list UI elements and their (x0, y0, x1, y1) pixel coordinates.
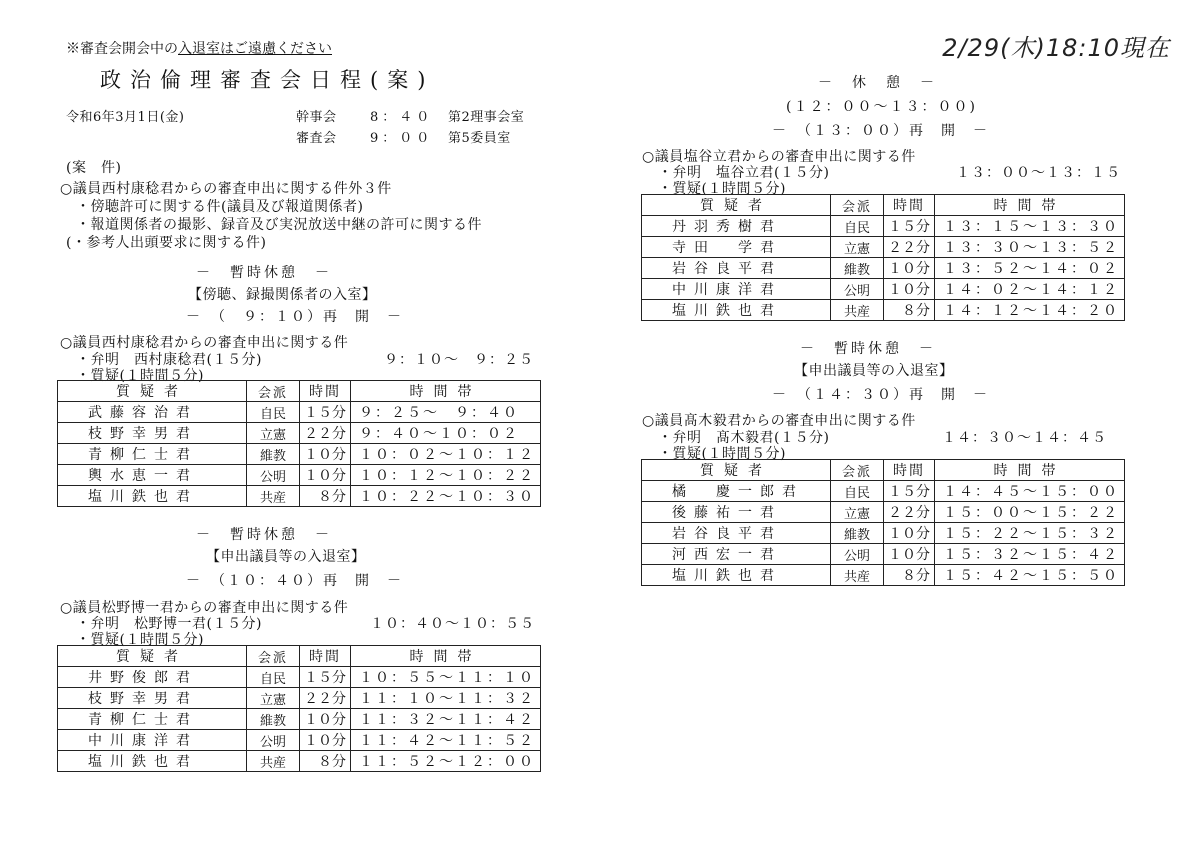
row-slot: １５：４２～１５：５０ (935, 565, 1125, 586)
statement-time: １４：３０～１４：４５ (942, 430, 1107, 446)
agenda-heading: (案 件) (66, 160, 122, 176)
table-row (58, 465, 541, 486)
row-name: 枝野幸男君 (58, 688, 247, 709)
table-row (642, 502, 1125, 523)
row-duration: １０分 (884, 523, 935, 544)
table-row (642, 565, 1125, 586)
row-faction: 立憲 (247, 688, 300, 709)
meeting-2-time: 9：００ (370, 131, 434, 146)
row-name: 中川康洋君 (58, 730, 247, 751)
table-row (642, 237, 1125, 258)
meeting-1-time: 8：４０ (370, 110, 434, 125)
case-title: ○議員塩谷立君からの審査申出に関する件 (642, 149, 916, 165)
table-row (58, 730, 541, 751)
row-slot: １０：２２～１０：３０ (351, 486, 541, 507)
row-faction: 維教 (247, 444, 300, 465)
row-duration: ２２分 (884, 237, 935, 258)
meeting-2-name: 審査会 (296, 131, 337, 146)
statement-time: １０：４０～１０：５５ (370, 616, 535, 632)
header-slot: 時間帯 (935, 195, 1125, 216)
row-slot: １５：００～１５：２２ (935, 502, 1125, 523)
row-name: 武藤容治君 (58, 402, 247, 423)
row-duration: ２２分 (300, 423, 351, 444)
header-questioner: 質疑者 (642, 195, 831, 216)
row-duration: ８分 (884, 565, 935, 586)
handwritten-timestamp: 2/29(木)18:10現在 (942, 34, 1170, 62)
resume-label: － （ ９：１０）再 開 － (186, 309, 403, 325)
entry-label: 【傍聴、録撮関係者の入室】 (188, 287, 377, 303)
case-title: ○議員西村康稔君からの審査申出に関する件 (60, 335, 349, 351)
header-duration: 時間 (884, 460, 935, 481)
row-faction: 公明 (831, 544, 884, 565)
table-header-row (58, 646, 541, 667)
row-name: 塩川鉄也君 (58, 486, 247, 507)
table-row (642, 523, 1125, 544)
table-row (58, 402, 541, 423)
row-name: 岩谷良平君 (642, 523, 831, 544)
row-slot: １４：０２～１４：１２ (935, 279, 1125, 300)
row-duration: １０分 (300, 709, 351, 730)
meeting-date: 令和6年3月1日(金) (66, 110, 185, 125)
row-faction: 立憲 (247, 423, 300, 444)
row-duration: １５分 (300, 402, 351, 423)
row-faction: 自民 (247, 402, 300, 423)
header-questioner: 質疑者 (58, 381, 247, 402)
recess-label: － 暫時休憩 － (196, 527, 332, 543)
page-title: 政治倫理審査会日程(案) (100, 68, 435, 92)
resume-label: － （１３：００）再 開 － (772, 123, 989, 139)
schedule-table (641, 194, 1125, 321)
recess-label: － 暫時休憩 － (196, 265, 332, 281)
row-name: 青柳仁士君 (58, 444, 247, 465)
qa-line: ・質疑(１時間５分) (76, 368, 204, 384)
break-time: (１２：００～１３：００) (786, 99, 977, 115)
row-faction: 維教 (247, 709, 300, 730)
table-row (58, 667, 541, 688)
row-slot: １５：３２～１５：４２ (935, 544, 1125, 565)
table-header-row (58, 381, 541, 402)
header-slot: 時間帯 (935, 460, 1125, 481)
row-duration: １０分 (884, 544, 935, 565)
agenda-item: (・参考人出頭要求に関する件) (66, 235, 267, 251)
row-slot: １４：１２～１４：２０ (935, 300, 1125, 321)
row-name: 塩川鉄也君 (58, 751, 247, 772)
row-name: 岩谷良平君 (642, 258, 831, 279)
row-slot: １３：５２～１４：０２ (935, 258, 1125, 279)
header-questioner: 質疑者 (642, 460, 831, 481)
resume-label: － （１０：４０）再 開 － (186, 573, 403, 589)
row-name: 河西宏一君 (642, 544, 831, 565)
header-duration: 時間 (300, 381, 351, 402)
row-name: 橘 慶一郎君 (642, 481, 831, 502)
row-slot: ９：２５～ ９：４０ (351, 402, 541, 423)
header-duration: 時間 (884, 195, 935, 216)
row-slot: １３：３０～１３：５２ (935, 237, 1125, 258)
qa-line: ・質疑(１時間５分) (658, 446, 786, 462)
statement-time: １３：００～１３：１５ (956, 165, 1121, 181)
agenda-item: ・傍聴許可に関する件(議員及び報道関係者) (76, 199, 364, 215)
statement-time: ９：１０～ ９：２５ (384, 352, 534, 368)
agenda-item: ・報道関係者の撮影、録音及び実況放送中継の許可に関する件 (76, 217, 482, 233)
row-faction: 立憲 (831, 237, 884, 258)
row-name: 青柳仁士君 (58, 709, 247, 730)
meeting-2-room: 第5委員室 (448, 131, 511, 146)
header-questioner: 質疑者 (58, 646, 247, 667)
row-name: 丹羽秀樹君 (642, 216, 831, 237)
row-faction: 自民 (831, 216, 884, 237)
row-duration: ２２分 (300, 688, 351, 709)
statement-line: ・弁明 髙木毅君(１５分) (658, 430, 830, 446)
header-faction: 会派 (247, 646, 300, 667)
row-slot: １１：３２～１１：４２ (351, 709, 541, 730)
row-duration: １０分 (300, 465, 351, 486)
row-faction: 公明 (247, 730, 300, 751)
row-faction: 自民 (247, 667, 300, 688)
qa-line: ・質疑(１時間５分) (658, 181, 786, 197)
qa-line: ・質疑(１時間５分) (76, 632, 204, 648)
statement-line: ・弁明 塩谷立君(１５分) (658, 165, 830, 181)
entry-label: 【申出議員等の入退室】 (794, 363, 954, 379)
row-duration: ８分 (300, 751, 351, 772)
table-row (642, 216, 1125, 237)
row-name: 枝野幸男君 (58, 423, 247, 444)
header-faction: 会派 (831, 460, 884, 481)
row-duration: １５分 (884, 481, 935, 502)
schedule-table (57, 380, 541, 507)
row-name: 塩川鉄也君 (642, 565, 831, 586)
case-title: ○議員松野博一君からの審査申出に関する件 (60, 600, 349, 616)
row-faction: 維教 (831, 258, 884, 279)
agenda-item: ○議員西村康稔君からの審査申出に関する件外３件 (60, 181, 392, 197)
row-duration: ２２分 (884, 502, 935, 523)
entry-notice-prefix: ※審査会開会中の (66, 41, 178, 57)
row-name: 井野俊郎君 (58, 667, 247, 688)
statement-line: ・弁明 松野博一君(１５分) (76, 616, 262, 632)
case-title: ○議員髙木毅君からの審査申出に関する件 (642, 413, 916, 429)
header-slot: 時間帯 (351, 646, 541, 667)
row-name: 輿水恵一君 (58, 465, 247, 486)
row-slot: ９：４０～１０：０２ (351, 423, 541, 444)
row-faction: 共産 (831, 565, 884, 586)
row-duration: １５分 (884, 216, 935, 237)
entry-notice (66, 38, 332, 58)
row-slot: １５：２２～１５：３２ (935, 523, 1125, 544)
row-name: 塩川鉄也君 (642, 300, 831, 321)
meeting-1-room: 第2理事会室 (448, 110, 525, 125)
row-duration: １０分 (884, 258, 935, 279)
row-faction: 自民 (831, 481, 884, 502)
break-label: － 休 憩 － (818, 75, 937, 91)
header-faction: 会派 (831, 195, 884, 216)
row-slot: １３：１５～１３：３０ (935, 216, 1125, 237)
row-slot: １１：５２～１２：００ (351, 751, 541, 772)
table-row (58, 751, 541, 772)
row-slot: １１：１０～１１：３２ (351, 688, 541, 709)
table-row (642, 481, 1125, 502)
row-duration: １０分 (884, 279, 935, 300)
row-duration: １０分 (300, 444, 351, 465)
table-row (642, 279, 1125, 300)
table-row (58, 486, 541, 507)
row-faction: 共産 (831, 300, 884, 321)
row-faction: 共産 (247, 486, 300, 507)
row-name: 中川康洋君 (642, 279, 831, 300)
row-faction: 立憲 (831, 502, 884, 523)
meeting-1-name: 幹事会 (296, 110, 337, 125)
table-row (642, 544, 1125, 565)
row-slot: １０：５５～１１：１０ (351, 667, 541, 688)
row-slot: １４：４５～１５：００ (935, 481, 1125, 502)
table-row (58, 709, 541, 730)
header-faction: 会派 (247, 381, 300, 402)
row-duration: ８分 (300, 486, 351, 507)
row-duration: ８分 (884, 300, 935, 321)
resume-label: － （１４：３０）再 開 － (772, 387, 989, 403)
schedule-table (641, 459, 1125, 586)
row-slot: １０：１２～１０：２２ (351, 465, 541, 486)
row-name: 寺田 学君 (642, 237, 831, 258)
entry-label: 【申出議員等の入退室】 (206, 549, 366, 565)
row-duration: １５分 (300, 667, 351, 688)
row-slot: １１：４２～１１：５２ (351, 730, 541, 751)
row-duration: １０分 (300, 730, 351, 751)
entry-notice-underlined: 入退室はご遠慮ください (178, 41, 332, 57)
row-slot: １０：０２～１０：１２ (351, 444, 541, 465)
table-row (58, 688, 541, 709)
row-faction: 維教 (831, 523, 884, 544)
table-row (58, 444, 541, 465)
table-row (58, 423, 541, 444)
row-faction: 共産 (247, 751, 300, 772)
row-faction: 公明 (247, 465, 300, 486)
recess-label: － 暫時休憩 － (800, 341, 936, 357)
statement-line: ・弁明 西村康稔君(１５分) (76, 352, 262, 368)
row-name: 後藤祐一君 (642, 502, 831, 523)
table-row (642, 258, 1125, 279)
header-duration: 時間 (300, 646, 351, 667)
header-slot: 時間帯 (351, 381, 541, 402)
table-row (642, 300, 1125, 321)
table-header-row (642, 460, 1125, 481)
row-faction: 公明 (831, 279, 884, 300)
schedule-table (57, 645, 541, 772)
table-header-row (642, 195, 1125, 216)
